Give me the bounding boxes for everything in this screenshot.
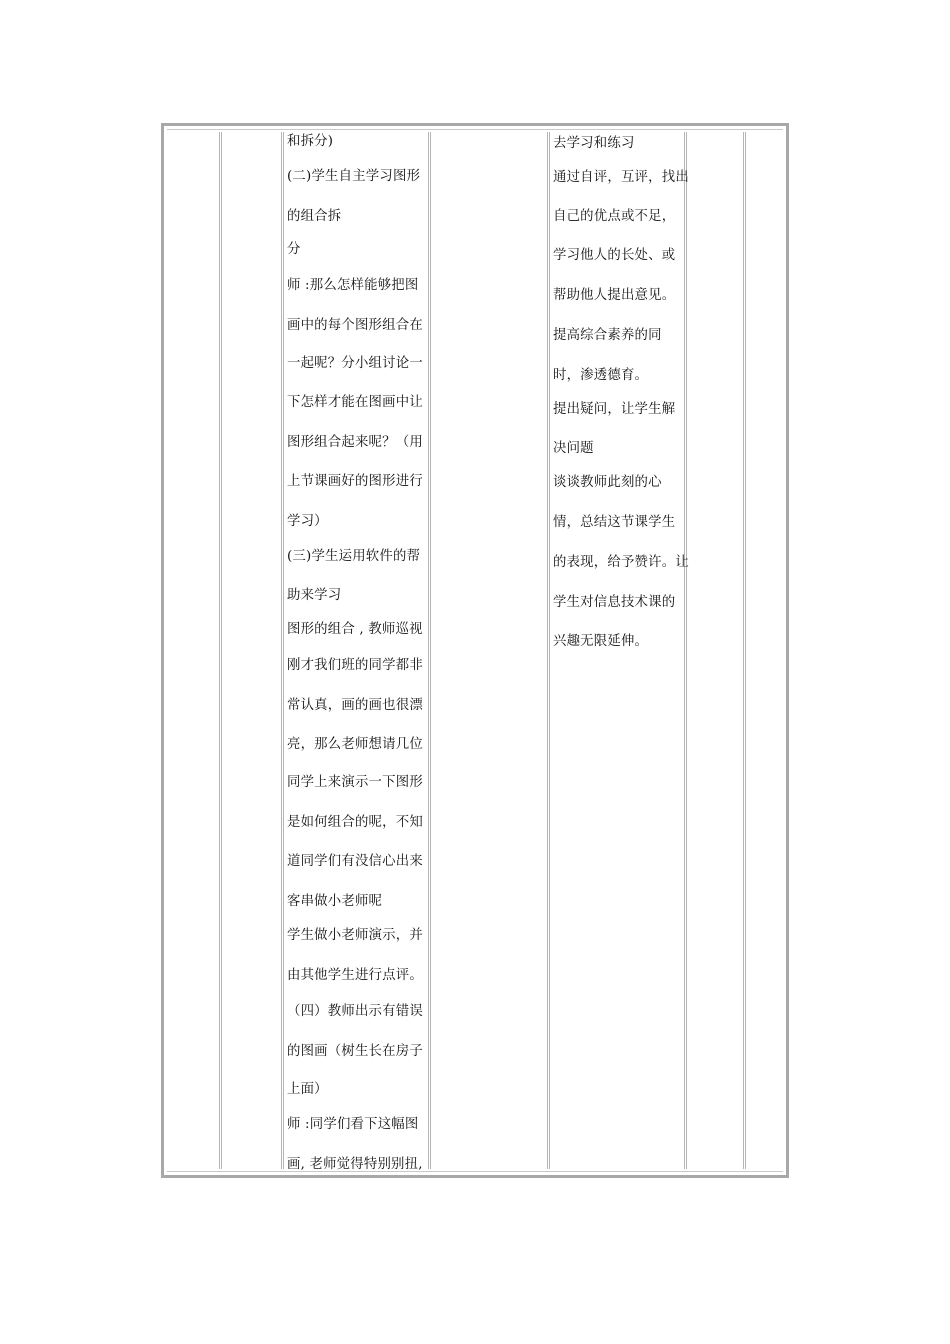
intent-line: 决问题 bbox=[553, 441, 594, 456]
process-line: 下怎样才能在图画中让 bbox=[287, 395, 423, 410]
process-line: 师 :同学们看下这幅图 bbox=[287, 1117, 419, 1132]
process-line: 画, 老师觉得特别别扭, bbox=[287, 1157, 423, 1172]
intent-line: 通过自评，互评，找出 bbox=[553, 170, 689, 185]
process-line: 道同学们有没信心出来 bbox=[287, 854, 423, 869]
process-line: （四）教师出示有错误 bbox=[287, 1004, 423, 1019]
column-divider-4 bbox=[547, 132, 550, 1169]
intent-line: 帮助他人提出意见。 bbox=[553, 288, 676, 303]
intent-line: 的表现，给予赞许。让 bbox=[553, 555, 689, 570]
intent-line: 情，总结这节课学生 bbox=[553, 515, 676, 530]
process-line: 学习） bbox=[287, 514, 328, 529]
process-line: (二)学生自主学习图形 bbox=[287, 169, 421, 184]
lesson-plan-table bbox=[161, 123, 789, 1178]
intent-line: 自己的优点或不足， bbox=[553, 209, 676, 224]
process-line: 客串做小老师呢 bbox=[287, 894, 383, 909]
table-inner-bottom-border bbox=[167, 1171, 783, 1172]
intent-line: 学习他人的长处、或 bbox=[553, 248, 676, 263]
process-line: (三)学生运用软件的帮 bbox=[287, 549, 421, 564]
process-line: 的组合拆 bbox=[287, 209, 342, 224]
process-line: 亮，那么老师想请几位 bbox=[287, 737, 423, 752]
process-line: 学生做小老师演示，并 bbox=[287, 928, 423, 943]
process-line: 助来学习 bbox=[287, 588, 342, 603]
process-line: 是如何组合的呢，不知 bbox=[287, 815, 423, 830]
intent-line: 学生对信息技术课的 bbox=[553, 595, 676, 610]
process-line: 分 bbox=[287, 242, 301, 257]
process-line: 刚才我们班的同学都非 bbox=[287, 658, 423, 673]
process-line: 师 :那么怎样能够把图 bbox=[287, 278, 419, 293]
table-inner-top-border bbox=[167, 129, 783, 130]
column-divider-1 bbox=[219, 132, 222, 1169]
intent-line: 提出疑问，让学生解 bbox=[553, 402, 676, 417]
process-line: 上面） bbox=[287, 1082, 328, 1097]
intent-line: 去学习和练习 bbox=[553, 136, 635, 151]
column-divider-3 bbox=[428, 132, 431, 1169]
intent-line: 时，渗透德育。 bbox=[553, 368, 649, 383]
process-line: 上节课画好的图形进行 bbox=[287, 474, 423, 489]
column-divider-5 bbox=[684, 132, 687, 1169]
process-line: 画中的每个图形组合在 bbox=[287, 318, 423, 333]
process-line: 图形组合起来呢？（用 bbox=[287, 435, 423, 450]
intent-line: 谈谈教师此刻的心 bbox=[553, 475, 662, 490]
process-line: 由其他学生进行点评。 bbox=[287, 968, 423, 983]
process-line: 常认真，画的画也很漂 bbox=[287, 698, 423, 713]
process-line: 一起呢？分小组讨论一 bbox=[287, 356, 423, 371]
process-line: 图形的组合 , 教师巡视 bbox=[287, 622, 423, 637]
process-line: 和拆分) bbox=[287, 134, 334, 149]
intent-line: 提高综合素养的同 bbox=[553, 328, 662, 343]
column-divider-2 bbox=[281, 132, 284, 1169]
process-line: 同学上来演示一下图形 bbox=[287, 775, 423, 790]
process-line: 的图画（树生长在房子 bbox=[287, 1044, 423, 1059]
column-divider-6 bbox=[743, 132, 746, 1169]
intent-line: 兴趣无限延伸。 bbox=[553, 634, 649, 649]
